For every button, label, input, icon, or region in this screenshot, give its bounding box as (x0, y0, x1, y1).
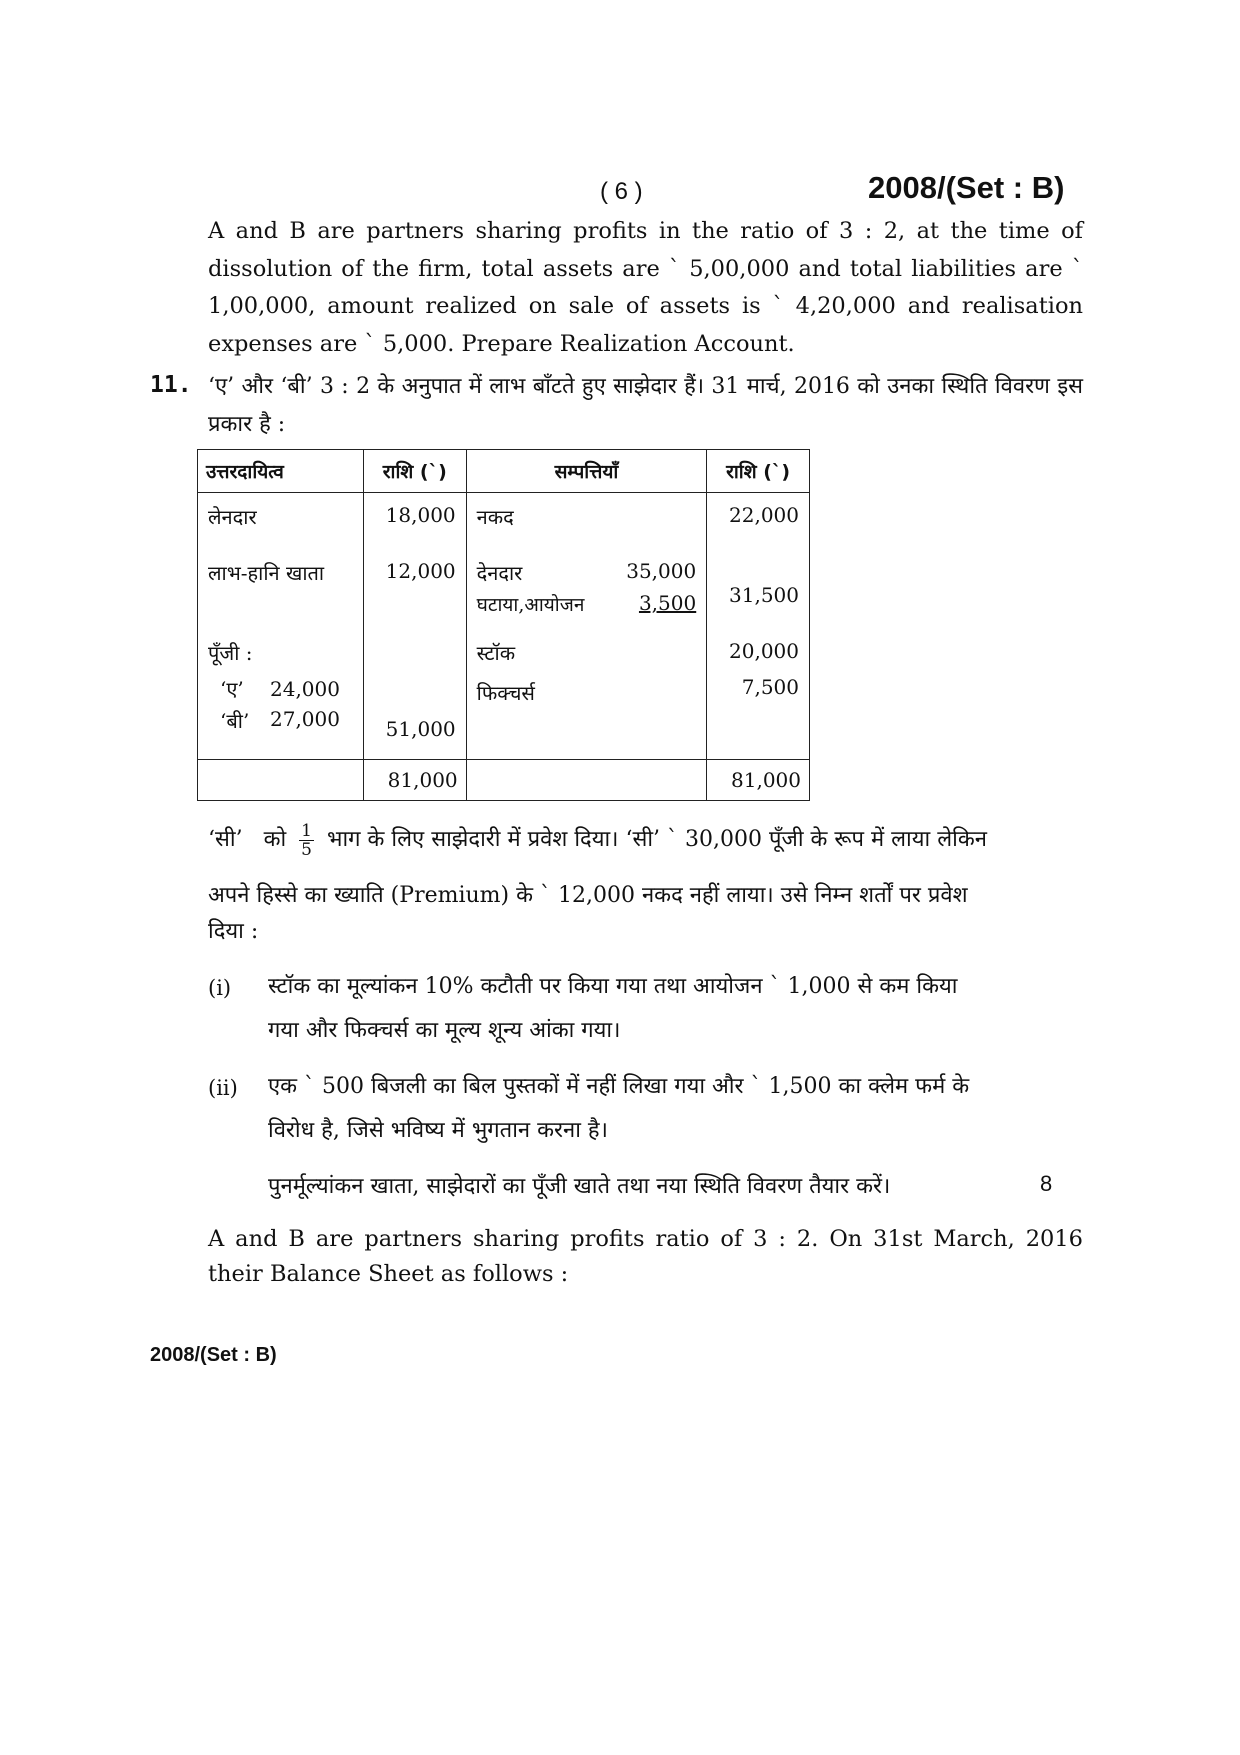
instruction-text: पुनर्मूल्यांकन खाता, साझेदारों का पूँजी खाते तथा नया स्थिति विवरण तैयार करें। (268, 1174, 891, 1199)
condition-2-line-2: विरोध है, जिसे भविष्य में भुगतान करना है। (268, 1118, 608, 1143)
admission-line-1 (208, 820, 987, 860)
capital-label: पूँजी : (208, 641, 253, 665)
creditors-label: लेनदार (208, 505, 257, 529)
q11-intro-hindi: ‘ए’ और ‘बी’ 3 : 2 के अनुपात में लाभ बाँटते हुए साझेदार हैं। 31 मार्च, 2016 को उनका स्थिति विवरण इस प्रकार है : (208, 374, 1083, 437)
balance-sheet-table (197, 449, 810, 801)
stock-amount: 20,000 (729, 639, 799, 663)
marks: 8 (1040, 1171, 1053, 1196)
page-number: ( 6 ) (600, 178, 643, 205)
total-blank-1 (198, 760, 364, 801)
fraction-numerator: 1 (301, 820, 312, 841)
condition-1-marker: (i) (208, 976, 232, 1000)
pl-account-label: लाभ-हानि खाता (208, 561, 325, 585)
liabilities-total: 81,000 (363, 760, 466, 801)
condition-2-marker: (ii) (208, 1076, 238, 1100)
header-amount-1: राशि (`) (363, 450, 466, 493)
cash-label: नकद (476, 505, 514, 529)
partner-a-capital: 24,000 (270, 677, 340, 701)
admission-line-1-rest: भाग के लिए साझेदारी में प्रवेश दिया। ‘सी’ ` 30,000 पूँजी के रूप में लाया लेकिन (327, 827, 987, 852)
assets-column (466, 493, 707, 760)
admission-line-3: दिया : (208, 919, 259, 944)
partner-b-capital: 27,000 (270, 707, 340, 731)
header-liabilities: उत्तरदायित्व (198, 450, 364, 493)
paper-code-header: 2008/(Set : B) (868, 170, 1065, 205)
cash-amount: 22,000 (729, 503, 799, 527)
fixtures-amount: 7,500 (741, 675, 799, 699)
debtors-gross: 35,000 (626, 559, 697, 583)
stock-label: स्टॉक (476, 641, 516, 665)
fixtures-label: फिक्चर्स (476, 681, 535, 705)
condition-1-line-1: स्टॉक का मूल्यांकन 10% कटौती पर किया गया तथा आयोजन ` 1,000 से कम किया (268, 974, 958, 999)
condition-2-line-1: एक ` 500 बिजली का बिल पुस्तकों में नहीं लिखा गया और ` 1,500 का क्लेम फर्म के (268, 1074, 970, 1099)
assets-amount-column (707, 493, 810, 760)
partner-b-label: ‘बी’ (220, 709, 250, 733)
creditors-amount: 18,000 (385, 503, 456, 527)
capital-amount: 51,000 (385, 717, 456, 741)
q10-english-text: A and B are partners sharing profits in the ratio of 3 : 2, at the time of dissolution of the firm, total assets are ` 5,00,000 and total liabilities are ` 1,00,000, amount realized on sale of assets is ` 4,20,000 and realisation expenses are ` 5,000. Prepare Realization Account. (208, 218, 1083, 357)
debtors-label: देनदार (476, 561, 523, 585)
partner-c-label: ‘सी’ (208, 827, 243, 852)
question-number: 11. (150, 372, 192, 398)
total-blank-2 (466, 760, 707, 801)
paper-code-footer: 2008/(Set : B) (150, 1344, 277, 1366)
q11-english-text: A and B are partners sharing profits ratio of 3 : 2. On 31st March, 2016 their Balance Sheet as follows : (208, 1226, 1083, 1287)
pl-amount: 12,000 (385, 559, 456, 583)
debtors-net-amount: 31,500 (729, 583, 799, 607)
condition-1-line-2: गया और फिक्चर्स का मूल्य शून्य आंका गया। (268, 1018, 621, 1043)
provision-amount: 3,500 (638, 591, 697, 615)
header-amount-2: राशि (`) (707, 450, 810, 493)
share-fraction (299, 822, 314, 859)
to-word: को (263, 827, 287, 852)
header-assets: सम्पत्तियाँ (466, 450, 707, 493)
partner-a-label: ‘ए’ (220, 677, 244, 701)
fraction-denominator: 5 (301, 839, 312, 860)
liabilities-column (198, 493, 364, 760)
liabilities-amount-column (363, 493, 466, 760)
admission-line-2: अपने हिस्से का ख्याति (Premium) के ` 12,000 नकद नहीं लाया। उसे निम्न शर्तों पर प्रवेश (208, 883, 968, 908)
less-provision-label: घटाया,आयोजन (476, 594, 585, 616)
assets-total: 81,000 (707, 760, 810, 801)
